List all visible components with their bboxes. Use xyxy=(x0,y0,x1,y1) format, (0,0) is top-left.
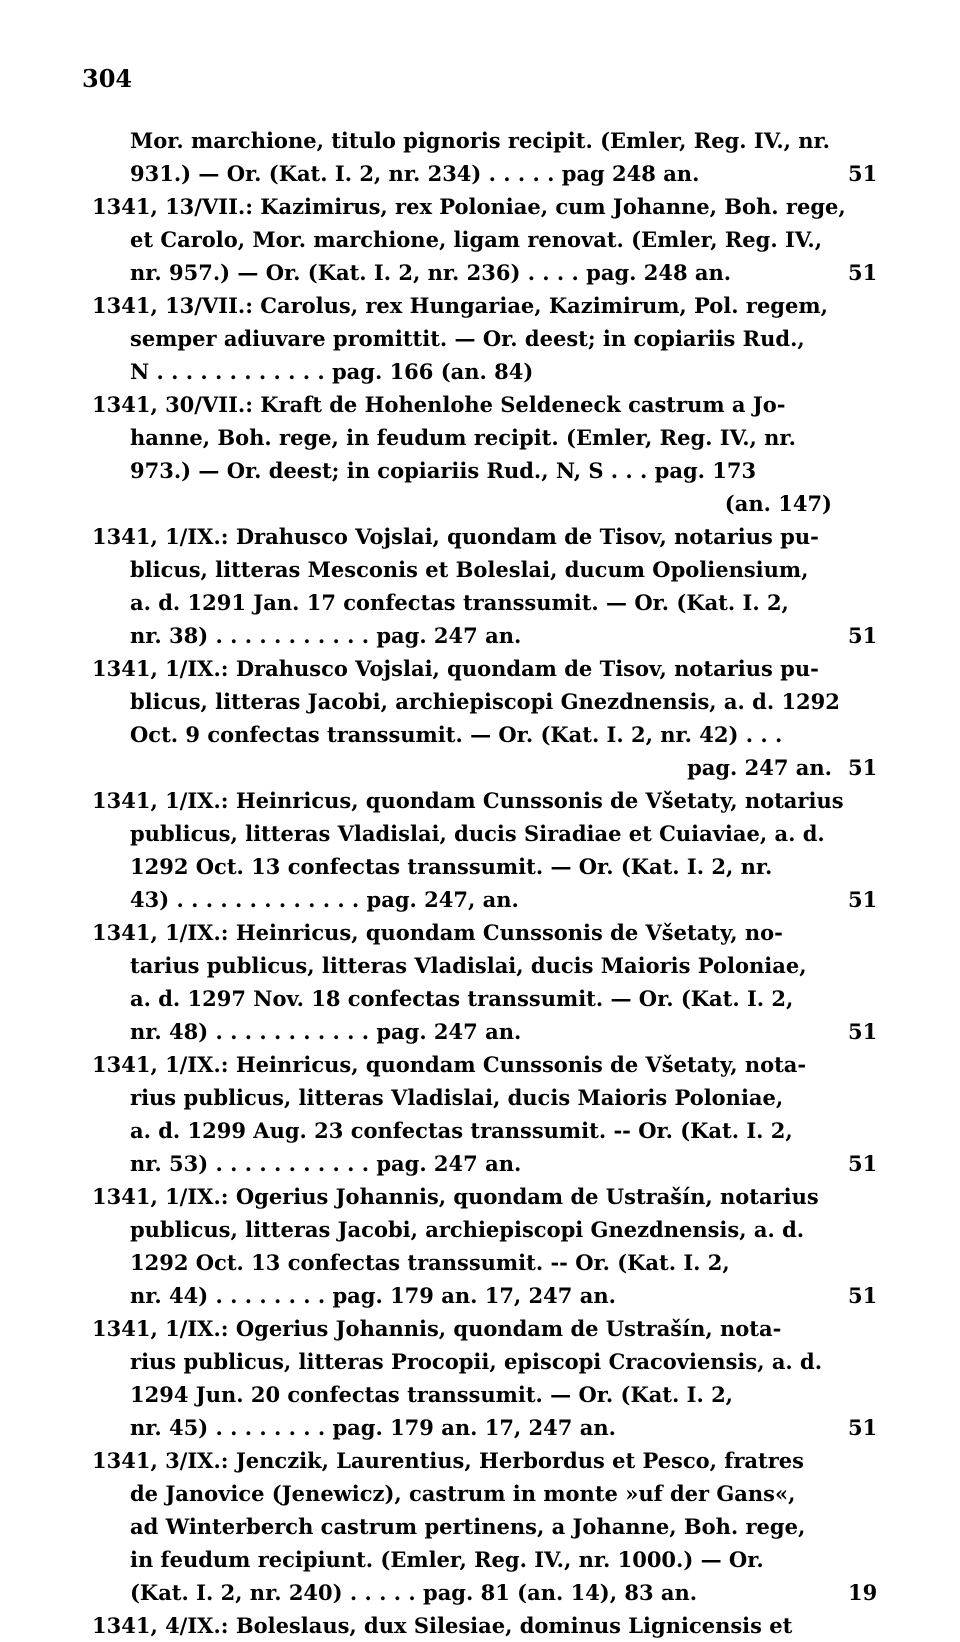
line-text: (Kat. I. 2, nr. 240) . . . . . pag. 81 (an. 14), 83 an. xyxy=(130,1580,698,1605)
entry-text-line xyxy=(92,1378,872,1411)
line-text: 1341, 1/IX.: Heinricus, quondam Cunssonis de Všetaty, notarius xyxy=(92,788,844,813)
line-text: a. d. 1291 Jan. 17 confectas transsumit. — Or. (Kat. I. 2, xyxy=(130,590,789,615)
line-text: (an. 147) xyxy=(724,491,832,516)
entry-heading-line xyxy=(92,1609,872,1642)
entry-text-line xyxy=(92,751,878,784)
entry-text-line xyxy=(92,256,878,289)
register-entry xyxy=(92,1180,878,1312)
entry-text-line xyxy=(92,949,872,982)
line-text: nr. 957.) — Or. (Kat. I. 2, nr. 236) . . . . pag. 248 an. xyxy=(130,260,732,285)
entry-text-line xyxy=(92,817,872,850)
line-text: 1292 Oct. 13 confectas transsumit. -- Or. (Kat. I. 2, xyxy=(130,1250,730,1275)
line-text: Mor. marchione, titulo pignoris recipit. (Emler, Reg. IV., nr. xyxy=(130,128,830,153)
entry-text-line xyxy=(92,1114,872,1147)
entry-heading-line xyxy=(92,520,872,553)
line-text: 1341, 1/IX.: Drahusco Vojslai, quondam de Tisov, notarius pu- xyxy=(92,656,819,681)
entry-text-line xyxy=(92,1411,878,1444)
entry-text-line xyxy=(92,1345,872,1378)
line-text: publicus, litteras Vladislai, ducis Siradiae et Cuiaviae, a. d. xyxy=(130,821,825,846)
margin-number: 51 xyxy=(848,623,878,648)
register-entry xyxy=(92,520,878,652)
entry-text-line xyxy=(92,1213,872,1246)
line-text: 1294 Jun. 20 confectas transsumit. — Or. (Kat. I. 2, xyxy=(130,1382,733,1407)
entry-heading-line xyxy=(92,1312,872,1345)
line-text: 1341, 13/VII.: Kazimirus, rex Poloniae, cum Johanne, Boh. rege, xyxy=(92,194,846,219)
margin-number: 51 xyxy=(848,1283,878,1308)
margin-number: 51 xyxy=(848,755,878,780)
line-text: nr. 44) . . . . . . . . pag. 179 an. 17, 247 an. xyxy=(130,1283,616,1308)
margin-number: 51 xyxy=(848,161,878,186)
line-text: ad Winterberch castrum pertinens, a Johanne, Boh. rege, xyxy=(130,1514,806,1539)
entry-heading-line xyxy=(92,916,872,949)
line-text: tarius publicus, litteras Vladislai, ducis Maioris Poloniae, xyxy=(130,953,807,978)
entry-heading-line xyxy=(92,124,872,157)
register-entry xyxy=(92,784,878,916)
line-text: nr. 48) . . . . . . . . . . . pag. 247 an. xyxy=(130,1019,522,1044)
line-text: de Janovice (Jenewicz), castrum in monte »uf der Gans«, xyxy=(130,1481,796,1506)
line-text: nr. 38) . . . . . . . . . . . pag. 247 an. xyxy=(130,623,522,648)
line-text: 931.) — Or. (Kat. I. 2, nr. 234) . . . . . pag 248 an. xyxy=(130,161,700,186)
entry-text-line xyxy=(92,1510,872,1543)
line-text: nr. 45) . . . . . . . . pag. 179 an. 17, 247 an. xyxy=(130,1415,616,1440)
register-entry xyxy=(92,1609,872,1642)
entry-text-line xyxy=(92,1015,878,1048)
entry-heading-line xyxy=(92,190,872,223)
line-text: nr. 53) . . . . . . . . . . . pag. 247 an. xyxy=(130,1151,522,1176)
entry-text-line xyxy=(92,355,872,388)
entry-heading-line xyxy=(92,1180,872,1213)
entry-heading-line xyxy=(92,388,872,421)
entry-text-line xyxy=(92,487,872,520)
margin-number: 51 xyxy=(848,260,878,285)
register-entry xyxy=(92,388,872,520)
entry-text-line xyxy=(92,1543,872,1576)
entry-text-line xyxy=(92,685,872,718)
line-text: pag. 247 an. xyxy=(687,755,832,780)
line-text: 973.) — Or. deest; in copiariis Rud., N, S . . . pag. 173 xyxy=(130,458,757,483)
line-text: 1341, 1/IX.: Ogerius Johannis, quondam de Ustrašín, nota- xyxy=(92,1316,782,1341)
line-text: semper adiuvare promittit. — Or. deest; in copiariis Rud., xyxy=(130,326,805,351)
register-entry xyxy=(92,1444,878,1609)
line-text: blicus, litteras Mesconis et Boleslai, ducum Opoliensium, xyxy=(130,557,809,582)
register-entry xyxy=(92,190,878,289)
entry-heading-line xyxy=(92,784,872,817)
entry-text-line xyxy=(92,553,872,586)
page-number: 304 xyxy=(82,64,133,93)
entry-text-line xyxy=(92,421,872,454)
line-text: N . . . . . . . . . . . . pag. 166 (an. 84) xyxy=(130,359,534,384)
entry-text-line xyxy=(92,1477,872,1510)
entry-text-line xyxy=(92,157,878,190)
line-text: 1341, 4/IX.: Boleslaus, dux Silesiae, dominus Lignicensis et xyxy=(92,1613,793,1638)
entry-text-line xyxy=(92,1279,878,1312)
entry-text-line xyxy=(92,322,872,355)
entry-text-line xyxy=(92,223,872,256)
entry-text-line xyxy=(92,1081,872,1114)
margin-number: 51 xyxy=(848,1151,878,1176)
entry-text-line xyxy=(92,619,878,652)
line-text: a. d. 1297 Nov. 18 confectas transsumit. — Or. (Kat. I. 2, xyxy=(130,986,794,1011)
entry-text-line xyxy=(92,718,872,751)
entry-text-line xyxy=(92,1147,878,1180)
register-entry xyxy=(92,124,878,190)
margin-number: 51 xyxy=(848,1415,878,1440)
register-entries xyxy=(92,124,878,1642)
margin-number: 51 xyxy=(848,887,878,912)
margin-number: 51 xyxy=(848,1019,878,1044)
entry-heading-line xyxy=(92,1444,872,1477)
line-text: 1341, 1/IX.: Heinricus, quondam Cunssonis de Všetaty, nota- xyxy=(92,1052,807,1077)
line-text: 1341, 1/IX.: Ogerius Johannis, quondam de Ustrašín, notarius xyxy=(92,1184,819,1209)
entry-heading-line xyxy=(92,289,872,322)
register-entry xyxy=(92,1312,878,1444)
line-text: 1341, 1/IX.: Drahusco Vojslai, quondam de Tisov, notarius pu- xyxy=(92,524,819,549)
margin-number: 19 xyxy=(848,1580,878,1605)
line-text: 1341, 30/VII.: Kraft de Hohenlohe Seldeneck castrum a Jo- xyxy=(92,392,786,417)
entry-heading-line xyxy=(92,652,872,685)
line-text: rius publicus, litteras Vladislai, ducis Maioris Poloniae, xyxy=(130,1085,784,1110)
line-text: in feudum recipiunt. (Emler, Reg. IV., nr. 1000.) — Or. xyxy=(130,1547,764,1572)
entry-text-line xyxy=(92,850,872,883)
line-text: 43) . . . . . . . . . . . . . pag. 247, an. xyxy=(130,887,519,912)
line-text: et Carolo, Mor. marchione, ligam renovat. (Emler, Reg. IV., xyxy=(130,227,823,252)
line-text: Oct. 9 confectas transsumit. — Or. (Kat. I. 2, nr. 42) . . . xyxy=(130,722,783,747)
entry-text-line xyxy=(92,982,872,1015)
line-text: hanne, Boh. rege, in feudum recipit. (Emler, Reg. IV., nr. xyxy=(130,425,796,450)
register-entry xyxy=(92,1048,878,1180)
entry-text-line xyxy=(92,454,872,487)
register-entry xyxy=(92,289,872,388)
line-text: 1341, 3/IX.: Jenczik, Laurentius, Herbordus et Pesco, fratres xyxy=(92,1448,804,1473)
line-text: publicus, litteras Jacobi, archiepiscopi Gnezdnensis, a. d. xyxy=(130,1217,805,1242)
entry-text-line xyxy=(92,1576,878,1609)
line-text: 1292 Oct. 13 confectas transsumit. — Or. (Kat. I. 2, nr. xyxy=(130,854,773,879)
entry-text-line xyxy=(92,883,878,916)
entry-text-line xyxy=(92,586,872,619)
entry-heading-line xyxy=(92,1048,872,1081)
entry-text-line xyxy=(92,1246,872,1279)
line-text: a. d. 1299 Aug. 23 confectas transsumit. -- Or. (Kat. I. 2, xyxy=(130,1118,793,1143)
line-text: rius publicus, litteras Procopii, episcopi Cracoviensis, a. d. xyxy=(130,1349,823,1374)
line-text: 1341, 1/IX.: Heinricus, quondam Cunssonis de Všetaty, no- xyxy=(92,920,783,945)
line-text: blicus, litteras Jacobi, archiepiscopi Gnezdnensis, a. d. 1292 xyxy=(130,689,840,714)
register-entry xyxy=(92,652,878,784)
register-entry xyxy=(92,916,878,1048)
line-text: 1341, 13/VII.: Carolus, rex Hungariae, Kazimirum, Pol. regem, xyxy=(92,293,828,318)
